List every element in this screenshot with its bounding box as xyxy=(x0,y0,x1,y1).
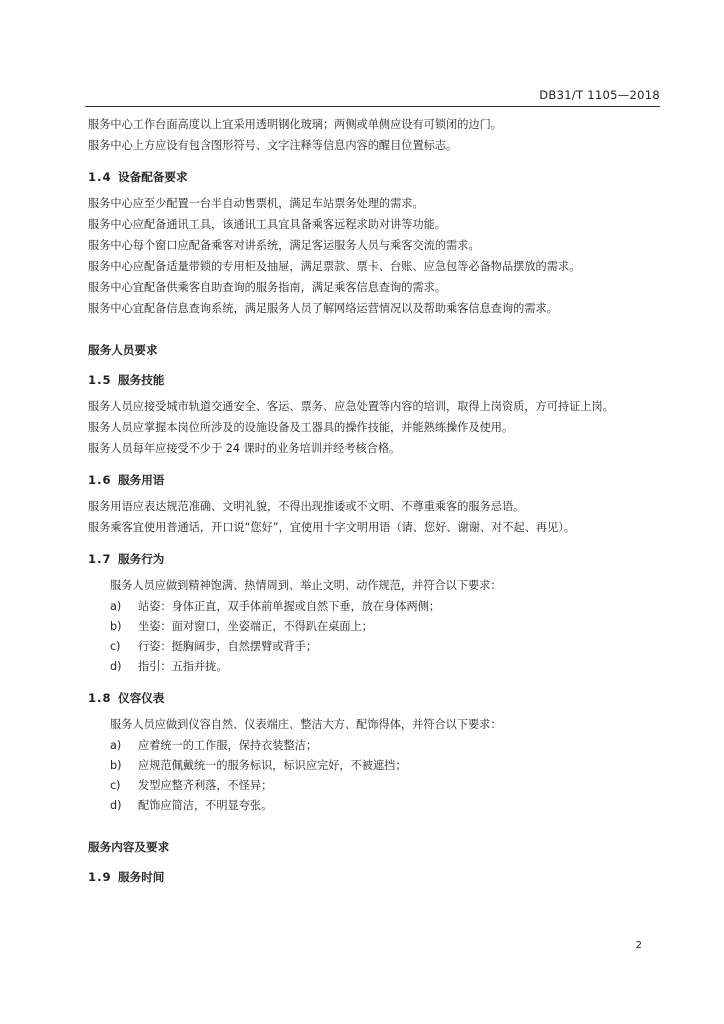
page-number: 2 xyxy=(635,940,642,951)
section-heading xyxy=(88,169,658,185)
paragraph: 服务乘客宜使用普通话，开口说“您好”，宜使用十字文明用语（请、您好、谢谢、对不起、再见）。 xyxy=(88,521,576,534)
list-item-label: d) xyxy=(110,660,122,673)
paragraph: 服务中心宜配备供乘客自助查询的服务指南，满足乘客信息查询的需求。 xyxy=(88,281,447,294)
paragraph: 服务中心工作台面高度以上宜采用透明钢化玻璃；两侧或单侧应设有可锁闭的边门。 xyxy=(88,118,502,131)
paragraph: 服务中心应配备适量带锁的专用柜及抽屉，满足票款、票卡、台账、应急包等必备物品摆放的需求。 xyxy=(88,260,581,273)
chapter-heading: 服务内容及要求 xyxy=(88,840,170,854)
list-item-label: c) xyxy=(110,779,121,792)
list-item-label: b) xyxy=(110,620,122,633)
section-number: 1.8 xyxy=(88,691,112,705)
section-title: 仪容仪表 xyxy=(118,691,165,705)
section-heading xyxy=(88,690,658,706)
list-item-label: a) xyxy=(110,739,122,752)
list-item-label: c) xyxy=(110,640,121,653)
section-number: 1.5 xyxy=(88,373,112,387)
section-heading xyxy=(88,472,658,488)
section-title: 服务行为 xyxy=(118,552,165,566)
list-item-text: 应着统一的工作服，保持衣装整洁； xyxy=(138,739,318,752)
list-item xyxy=(110,797,658,815)
list-item-label: a) xyxy=(110,600,122,613)
list-item xyxy=(110,777,658,795)
section-heading xyxy=(88,551,658,567)
list-item-text: 指引：五指并拢。 xyxy=(138,660,228,673)
section-title: 服务用语 xyxy=(118,473,165,487)
paragraph: 服务人员每年应接受不少于 24 课时的业务培训并经考核合格。 xyxy=(88,442,401,455)
section-number: 1.4 xyxy=(88,170,112,184)
section-title: 设备配备要求 xyxy=(118,170,188,184)
section-number: 1.9 xyxy=(88,870,112,884)
list-item xyxy=(110,598,658,616)
list-item xyxy=(110,737,658,755)
document-code-header: DB31/T 1105—2018 xyxy=(539,88,660,102)
list-item-label: d) xyxy=(110,799,122,812)
paragraph: 服务用语应表达规范准确、文明礼貌，不得出现推诿或不文明、不尊重乘客的服务忌语。 xyxy=(88,500,525,513)
header-divider xyxy=(85,106,660,107)
list-item-label: b) xyxy=(110,759,122,772)
list-item-text: 行姿：挺胸阔步，自然摆臂或背手； xyxy=(138,640,318,653)
section-number: 1.7 xyxy=(88,552,112,566)
section-title: 服务技能 xyxy=(118,373,165,387)
list-item xyxy=(110,757,658,775)
list-item-text: 发型应整齐利落，不怪异； xyxy=(138,779,273,792)
paragraph: 服务中心上方应设有包含图形符号、文字注释等信息内容的醒目位置标志。 xyxy=(88,139,458,152)
list-item xyxy=(110,638,658,656)
chapter-heading: 服务人员要求 xyxy=(88,343,158,357)
paragraph: 服务人员应接受城市轨道交通安全、客运、票务、应急处置等内容的培训，取得上岗资质，方可持证上岗。 xyxy=(88,400,614,413)
list-item-text: 应规范佩戴统一的服务标识，标识应完好，不被遮挡； xyxy=(138,759,407,772)
list-item-text: 站姿：身体正直，双手体前单握或自然下垂，放在身体两侧； xyxy=(138,600,441,613)
list-item xyxy=(110,658,658,676)
paragraph: 服务中心应配备通讯工具，该通讯工具宜具备乘客远程求助对讲等功能。 xyxy=(88,218,447,231)
paragraph: 服务人员应掌握本岗位所涉及的设施设备及工器具的操作技能，并能熟练操作及使用。 xyxy=(88,421,514,434)
section-number: 1.6 xyxy=(88,473,112,487)
document-body xyxy=(88,116,658,895)
section-heading xyxy=(88,372,658,388)
list-item-text: 坐姿：面对窗口，坐姿端正，不得趴在桌面上； xyxy=(138,620,373,633)
list-item-text: 配饰应简洁，不明显夸张。 xyxy=(138,799,273,812)
paragraph: 服务中心应至少配置一台半自动售票机，满足车站票务处理的需求。 xyxy=(88,197,424,210)
list-item xyxy=(110,618,658,636)
section-title: 服务时间 xyxy=(118,870,165,884)
paragraph: 服务人员应做到仪容自然、仪表端庄、整洁大方、配饰得体，并符合以下要求： xyxy=(110,718,502,731)
paragraph: 服务中心宜配备信息查询系统，满足服务人员了解网络运营情况以及帮助乘客信息查询的需求。 xyxy=(88,302,558,315)
paragraph: 服务中心每个窗口应配备乘客对讲系统，满足客运服务人员与乘客交流的需求。 xyxy=(88,239,480,252)
paragraph: 服务人员应做到精神饱满、热情周到、举止文明、动作规范，并符合以下要求： xyxy=(110,579,502,592)
section-heading xyxy=(88,869,658,885)
